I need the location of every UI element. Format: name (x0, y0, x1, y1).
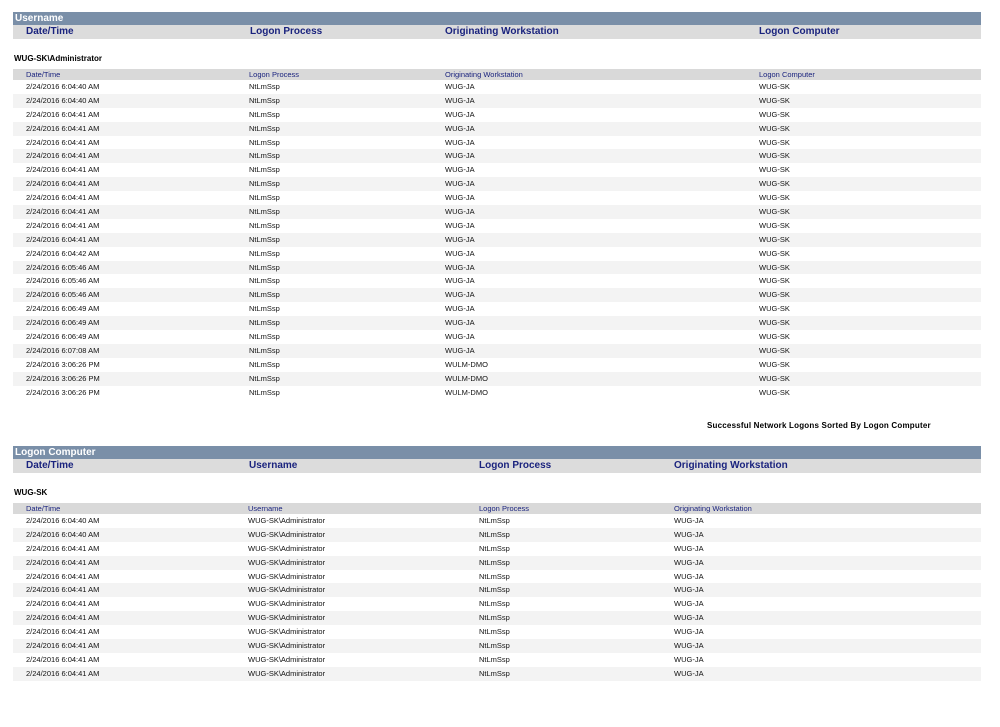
logon-process-cell: NtLmSsp (249, 318, 280, 328)
table-row (13, 514, 981, 528)
originating-workstation-cell: WUG-JA (445, 193, 475, 203)
datetime-cell: 2/24/2016 6:04:40 AM (26, 95, 100, 105)
username-cell: WUG-SK\Administrator (248, 641, 326, 651)
originating-workstation-cell: WUG-JA (674, 557, 704, 567)
logon-process-cell: NtLmSsp (249, 248, 280, 258)
datetime-cell: 2/24/2016 6:04:41 AM (26, 179, 100, 189)
logon-computer-cell: WUG-SK (759, 359, 790, 369)
datetime-cell: 2/24/2016 6:04:41 AM (26, 654, 100, 664)
sub-header-originating-workstation: Originating Workstation (674, 504, 752, 513)
logon-computer-cell: WUG-SK (759, 151, 790, 161)
originating-workstation-cell: WUG-JA (674, 571, 704, 581)
username-cell: WUG-SK\Administrator (248, 668, 326, 678)
datetime-cell: 2/24/2016 6:04:41 AM (26, 571, 100, 581)
username-report-section (13, 12, 981, 399)
logon-computer-cell: WUG-SK (759, 123, 790, 133)
logon-process-cell: NtLmSsp (249, 220, 280, 230)
logon-process-cell: NtLmSsp (249, 123, 280, 133)
column-header-username: Username (249, 460, 298, 471)
logon-process-cell: NtLmSsp (249, 109, 280, 119)
logon-process-cell: NtLmSsp (479, 557, 510, 567)
logon-process-cell: NtLmSsp (249, 82, 280, 91)
username-cell: WUG-SK\Administrator (248, 627, 326, 637)
sub-header-row (13, 503, 981, 514)
table-row (13, 344, 981, 358)
column-header-logon-process: Logon Process (479, 460, 552, 471)
username-cell: WUG-SK\Administrator (248, 516, 326, 525)
table-row (13, 219, 981, 233)
table-row (13, 316, 981, 330)
datetime-cell: 2/24/2016 6:04:41 AM (26, 151, 100, 161)
logon-computer-cell: WUG-SK (759, 262, 790, 272)
datetime-cell: 2/24/2016 6:04:40 AM (26, 82, 100, 91)
datetime-cell: 2/24/2016 6:05:46 AM (26, 290, 100, 300)
originating-workstation-cell: WUG-JA (445, 95, 475, 105)
originating-workstation-cell: WUG-JA (445, 109, 475, 119)
logon-computer-cell: WUG-SK (759, 193, 790, 203)
sub-header-datetime: Date/Time (26, 504, 61, 513)
column-header-logon-process: Logon Process (250, 26, 323, 37)
originating-workstation-cell: WUG-JA (445, 123, 475, 133)
logon-computer-cell: WUG-SK (759, 276, 790, 286)
datetime-cell: 2/24/2016 6:04:41 AM (26, 557, 100, 567)
originating-workstation-cell: WUG-JA (674, 585, 704, 595)
originating-workstation-cell: WUG-JA (445, 262, 475, 272)
originating-workstation-cell: WUG-JA (674, 516, 704, 525)
originating-workstation-cell: WUG-JA (674, 668, 704, 678)
logon-computer-cell: WUG-SK (759, 82, 790, 91)
datetime-cell: 2/24/2016 6:04:41 AM (26, 585, 100, 595)
originating-workstation-cell: WUG-JA (674, 543, 704, 553)
username-cell: WUG-SK\Administrator (248, 557, 326, 567)
datetime-cell: 2/24/2016 6:06:49 AM (26, 304, 100, 314)
table-row (13, 247, 981, 261)
column-header-datetime: Date/Time (26, 26, 74, 37)
table-row (13, 570, 981, 584)
logon-process-cell: NtLmSsp (249, 262, 280, 272)
logon-process-cell: NtLmSsp (249, 332, 280, 342)
table-row (13, 302, 981, 316)
username-cell: WUG-SK\Administrator (248, 543, 326, 553)
datetime-cell: 2/24/2016 6:04:41 AM (26, 641, 100, 651)
datetime-cell: 2/24/2016 6:04:41 AM (26, 220, 100, 230)
logon-process-cell: NtLmSsp (249, 234, 280, 244)
column-header-row (13, 459, 981, 473)
datetime-cell: 2/24/2016 6:05:46 AM (26, 262, 100, 272)
table-row (13, 556, 981, 570)
datetime-cell: 2/24/2016 6:07:08 AM (26, 345, 100, 355)
table-row (13, 386, 981, 400)
originating-workstation-cell: WUG-JA (445, 248, 475, 258)
username-cell: WUG-SK\Administrator (248, 585, 326, 595)
table-row (13, 191, 981, 205)
datetime-cell: 2/24/2016 3:06:26 PM (26, 359, 100, 369)
sub-header-logon-process: Logon Process (479, 504, 530, 513)
column-header-datetime: Date/Time (26, 460, 74, 471)
datetime-cell: 2/24/2016 6:04:41 AM (26, 165, 100, 175)
table-row (13, 177, 981, 191)
table-row (13, 233, 981, 247)
datetime-cell: 2/24/2016 6:04:41 AM (26, 207, 100, 217)
logon-process-cell: NtLmSsp (479, 613, 510, 623)
datetime-cell: 2/24/2016 6:04:41 AM (26, 137, 100, 147)
originating-workstation-cell: WUG-JA (674, 654, 704, 664)
table-row (13, 528, 981, 542)
logon-computer-cell: WUG-SK (759, 137, 790, 147)
logon-computer-cell: WUG-SK (759, 345, 790, 355)
originating-workstation-cell: WUG-JA (445, 318, 475, 328)
datetime-cell: 2/24/2016 6:06:49 AM (26, 318, 100, 328)
logon-process-cell: NtLmSsp (249, 290, 280, 300)
originating-workstation-cell: WUG-JA (674, 613, 704, 623)
table-row (13, 583, 981, 597)
table-row (13, 163, 981, 177)
logon-computer-cell: WUG-SK (759, 95, 790, 105)
logon-process-cell: NtLmSsp (479, 543, 510, 553)
originating-workstation-cell: WULM-DMO (445, 359, 488, 369)
username-cell: WUG-SK\Administrator (248, 654, 326, 664)
logon-process-cell: NtLmSsp (479, 585, 510, 595)
table-row (13, 149, 981, 163)
username-cell: WUG-SK\Administrator (248, 599, 326, 609)
datetime-cell: 2/24/2016 6:04:41 AM (26, 627, 100, 637)
logon-process-cell: NtLmSsp (479, 529, 510, 539)
logon-computer-cell: WUG-SK (759, 234, 790, 244)
table-row (13, 274, 981, 288)
table-row (13, 136, 981, 150)
originating-workstation-cell: WUG-JA (445, 345, 475, 355)
datetime-cell: 2/24/2016 6:04:41 AM (26, 234, 100, 244)
logon-process-cell: NtLmSsp (249, 207, 280, 217)
originating-workstation-cell: WUG-JA (445, 165, 475, 175)
table-row (13, 667, 981, 681)
table-row (13, 94, 981, 108)
originating-workstation-cell: WUG-JA (445, 179, 475, 189)
logon-process-cell: NtLmSsp (249, 359, 280, 369)
sub-header-row (13, 69, 981, 80)
username-cell: WUG-SK\Administrator (248, 529, 326, 539)
datetime-cell: 2/24/2016 6:04:41 AM (26, 668, 100, 678)
table-row (13, 372, 981, 386)
table-row (13, 358, 981, 372)
table-row (13, 611, 981, 625)
originating-workstation-cell: WUG-JA (445, 220, 475, 230)
username-cell: WUG-SK\Administrator (248, 571, 326, 581)
logon-process-cell: NtLmSsp (249, 95, 280, 105)
logon-process-cell: NtLmSsp (479, 599, 510, 609)
logon-process-cell: NtLmSsp (479, 654, 510, 664)
logon-process-cell: NtLmSsp (249, 179, 280, 189)
datetime-cell: 2/24/2016 6:06:49 AM (26, 332, 100, 342)
logon-process-cell: NtLmSsp (249, 151, 280, 161)
logon-process-cell: NtLmSsp (249, 137, 280, 147)
logon-process-cell: NtLmSsp (479, 516, 510, 525)
table-row (13, 261, 981, 275)
datetime-cell: 2/24/2016 6:04:40 AM (26, 529, 100, 539)
originating-workstation-cell: WUG-JA (445, 151, 475, 161)
logon-process-cell: NtLmSsp (249, 193, 280, 203)
group-header-username: Username (13, 12, 981, 25)
logon-process-cell: NtLmSsp (249, 387, 280, 397)
group-header-logon-computer: Logon Computer (13, 446, 981, 459)
logon-computer-cell: WUG-SK (759, 387, 790, 397)
logon-computer-cell: WUG-SK (759, 220, 790, 230)
group-name-wug-sk: WUG-SK (14, 488, 48, 497)
sub-header-logon-computer: Logon Computer (759, 70, 815, 79)
datetime-cell: 2/24/2016 6:04:41 AM (26, 613, 100, 623)
logon-process-cell: NtLmSsp (249, 165, 280, 175)
datetime-cell: 2/24/2016 6:04:41 AM (26, 123, 100, 133)
table-row (13, 653, 981, 667)
logon-process-cell: NtLmSsp (479, 641, 510, 651)
originating-workstation-cell: WUG-JA (445, 304, 475, 314)
logon-computer-cell: WUG-SK (759, 332, 790, 342)
originating-workstation-cell: WUG-JA (445, 332, 475, 342)
logon-computer-cell: WUG-SK (759, 304, 790, 314)
logon-computer-cell: WUG-SK (759, 207, 790, 217)
sub-header-username: Username (248, 504, 283, 513)
table-row (13, 597, 981, 611)
sub-header-logon-process: Logon Process (249, 70, 300, 79)
originating-workstation-cell: WUG-JA (674, 599, 704, 609)
column-header-row (13, 25, 981, 39)
table-row (13, 108, 981, 122)
originating-workstation-cell: WULM-DMO (445, 387, 488, 397)
logon-computer-cell: WUG-SK (759, 179, 790, 189)
originating-workstation-cell: WUG-JA (445, 137, 475, 147)
datetime-cell: 2/24/2016 6:04:41 AM (26, 543, 100, 553)
logon-computer-cell: WUG-SK (759, 373, 790, 383)
datetime-cell: 2/24/2016 6:04:41 AM (26, 193, 100, 203)
table-row (13, 205, 981, 219)
originating-workstation-cell: WUG-JA (445, 276, 475, 286)
table-row (13, 80, 981, 94)
table-row (13, 625, 981, 639)
logon-process-cell: NtLmSsp (479, 668, 510, 678)
originating-workstation-cell: WUG-JA (445, 234, 475, 244)
originating-workstation-cell: WUG-JA (674, 529, 704, 539)
table-row (13, 330, 981, 344)
table-row (13, 542, 981, 556)
logon-computer-report-section (13, 446, 981, 681)
datetime-cell: 2/24/2016 6:04:42 AM (26, 248, 100, 258)
originating-workstation-cell: WUG-JA (445, 207, 475, 217)
logon-computer-cell: WUG-SK (759, 290, 790, 300)
originating-workstation-cell: WUG-JA (445, 290, 475, 300)
logon-computer-cell: WUG-SK (759, 318, 790, 328)
originating-workstation-cell: WUG-JA (674, 627, 704, 637)
logon-computer-cell: WUG-SK (759, 109, 790, 119)
table-row (13, 122, 981, 136)
report-caption: Successful Network Logons Sorted By Logon Computer (707, 421, 931, 430)
datetime-cell: 2/24/2016 3:06:26 PM (26, 373, 100, 383)
logon-process-cell: NtLmSsp (249, 304, 280, 314)
column-header-logon-computer: Logon Computer (759, 26, 840, 37)
logon-process-cell: NtLmSsp (479, 627, 510, 637)
originating-workstation-cell: WUG-JA (674, 641, 704, 651)
datetime-cell: 2/24/2016 6:04:41 AM (26, 599, 100, 609)
username-table-body (13, 80, 981, 399)
datetime-cell: 2/24/2016 6:04:40 AM (26, 516, 100, 525)
originating-workstation-cell: WUG-JA (445, 82, 475, 91)
logon-computer-cell: WUG-SK (759, 165, 790, 175)
sub-header-originating-workstation: Originating Workstation (445, 70, 523, 79)
table-row (13, 288, 981, 302)
table-row (13, 639, 981, 653)
logon-process-cell: NtLmSsp (249, 276, 280, 286)
group-name-administrator: WUG-SK\Administrator (14, 54, 102, 63)
logon-computer-table-body (13, 514, 981, 681)
column-header-originating-workstation: Originating Workstation (674, 460, 788, 471)
sub-header-datetime: Date/Time (26, 70, 61, 79)
username-cell: WUG-SK\Administrator (248, 613, 326, 623)
datetime-cell: 2/24/2016 6:05:46 AM (26, 276, 100, 286)
datetime-cell: 2/24/2016 3:06:26 PM (26, 387, 100, 397)
originating-workstation-cell: WULM-DMO (445, 373, 488, 383)
column-header-originating-workstation: Originating Workstation (445, 26, 559, 37)
logon-process-cell: NtLmSsp (249, 373, 280, 383)
logon-process-cell: NtLmSsp (479, 571, 510, 581)
logon-computer-cell: WUG-SK (759, 248, 790, 258)
datetime-cell: 2/24/2016 6:04:41 AM (26, 109, 100, 119)
logon-process-cell: NtLmSsp (249, 345, 280, 355)
